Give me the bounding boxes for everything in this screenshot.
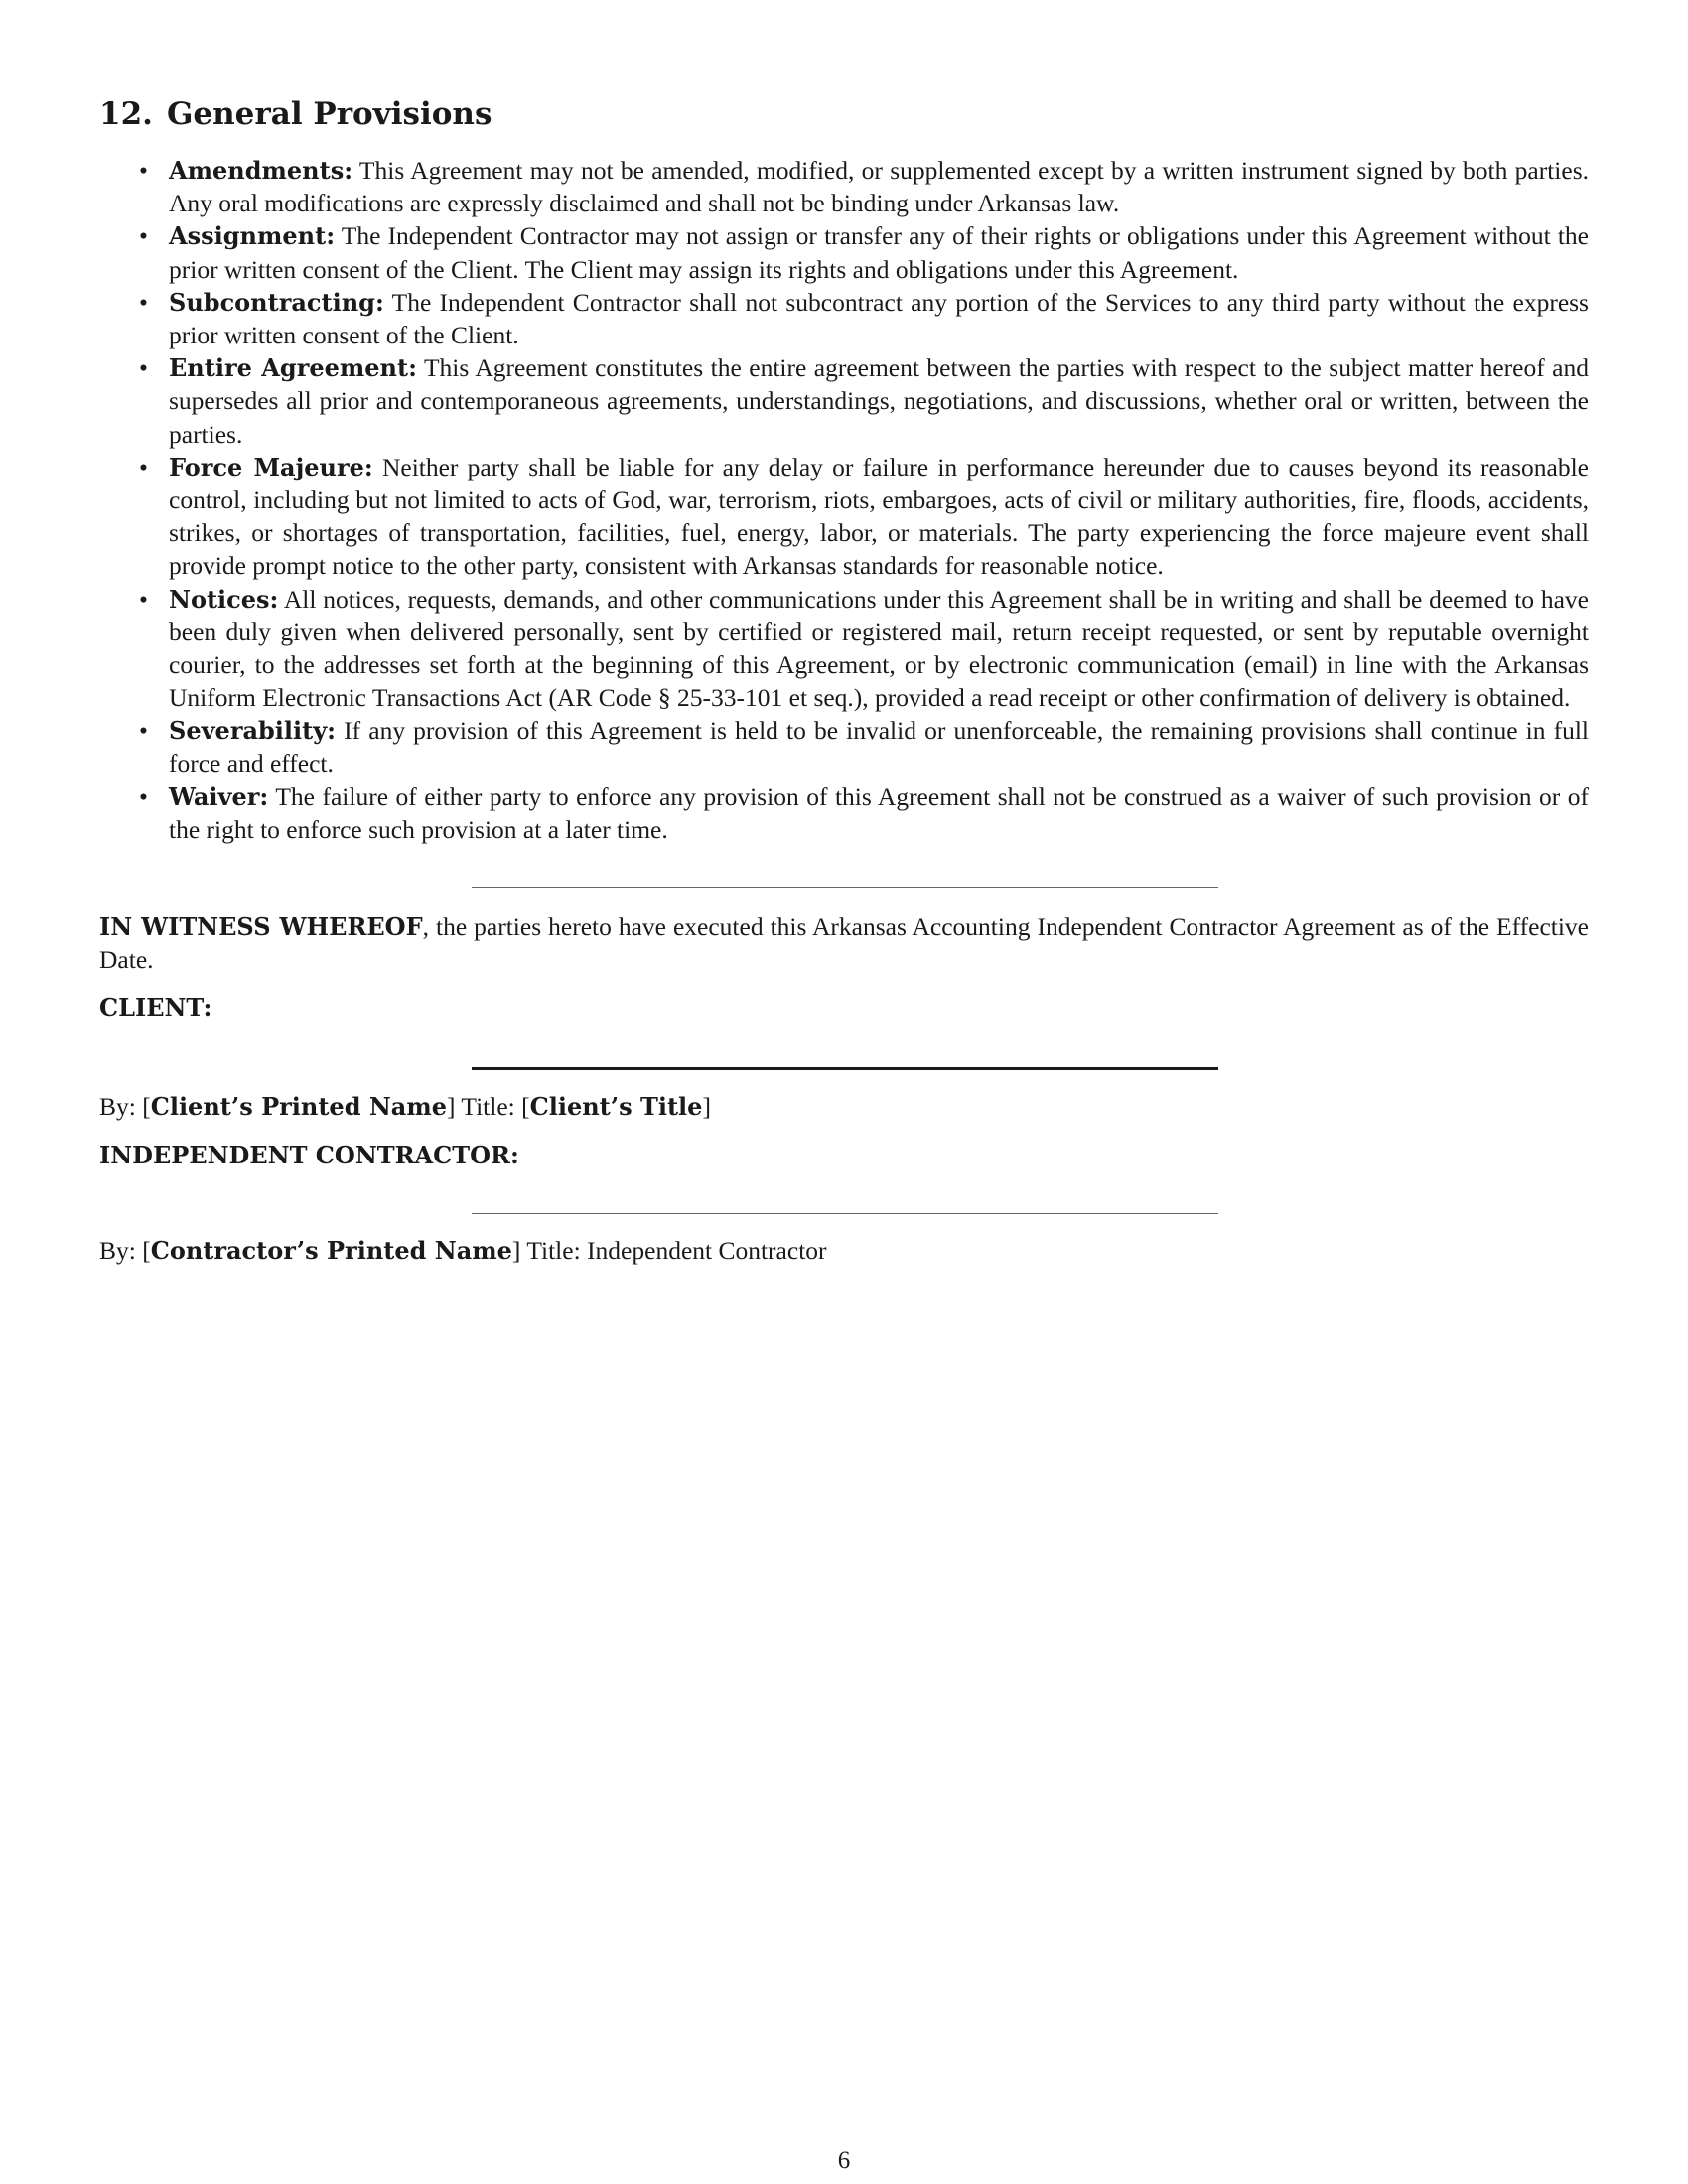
provision-text: All notices, requests, demands, and other communications under this Agreement shall be in writing and shall be deemed to have been duly given when delivered personally, sent by certified or registered mail, return receipt requested, or sent by reputable overnight courier, to the addresses set forth at the beginning of this Agreement, or by electronic communication (email) in line with the Arkansas Uniform Electronic Transactions Act (AR Code § 25-33-101 et seq.), provided a read receipt or other confirmation of delivery is obtained. bbox=[169, 584, 1589, 713]
list-item bbox=[99, 219, 1589, 285]
list-item bbox=[99, 286, 1589, 351]
provision-text: If any provision of this Agreement is held to be invalid or unenforceable, the remaining provisions shall continue in full force and effect. bbox=[169, 716, 1589, 778]
bracket-open: [ bbox=[142, 1235, 151, 1265]
list-item bbox=[99, 780, 1589, 846]
provision-text: This Agreement may not be amended, modified, or supplemented except by a written instrument signed by both parties. Any oral modifications are expressly disclaimed and shall not be binding under Arkansas law. bbox=[169, 156, 1589, 218]
provision-term: Assignment: bbox=[169, 221, 336, 251]
client-signature-block bbox=[99, 1090, 1589, 1123]
provisions-list bbox=[99, 154, 1589, 846]
contractor-signature-line bbox=[472, 1213, 1218, 1214]
contractor-title: Independent Contractor bbox=[587, 1235, 827, 1265]
provision-text: The Independent Contractor shall not subcontract any portion of the Services to any third party without the express prior written consent of the Client. bbox=[169, 287, 1589, 350]
bracket-close: ] bbox=[702, 1091, 711, 1121]
provision-term: Entire Agreement: bbox=[169, 353, 417, 383]
witness-paragraph bbox=[99, 910, 1589, 976]
client-printed-name: Client’s Printed Name bbox=[150, 1091, 447, 1121]
witness-lead: IN WITNESS WHEREOF bbox=[99, 912, 423, 942]
list-item bbox=[99, 583, 1589, 715]
contractor-label: INDEPENDENT CONTRACTOR: bbox=[99, 1140, 519, 1169]
section-number: 12. bbox=[99, 96, 153, 132]
contractor-by-label: By: bbox=[99, 1235, 143, 1265]
bracket-close: ] bbox=[511, 1235, 521, 1265]
provision-text: Neither party shall be liable for any delay or failure in performance hereunder due to causes beyond its reasonable control, including but not limited to acts of God, war, terrorism, riots, embargoes, acts of civil or military authorities, fire, floods, accidents, strikes, or shortages of transportation, facilities, fuel, energy, labor, or materials. The party experiencing the force majeure event shall provide prompt notice to the other party, consistent with Arkansas standards for reasonable notice. bbox=[169, 452, 1589, 581]
page-number: 6 bbox=[837, 2147, 851, 2174]
provision-term: Force Majeure: bbox=[169, 452, 373, 481]
provision-term: Notices: bbox=[169, 584, 279, 614]
provision-text: The Independent Contractor may not assign or transfer any of their rights or obligations under this Agreement without the prior written consent of the Client. The Client may assign its rights and obligations under this Agreement. bbox=[169, 221, 1589, 284]
list-item bbox=[99, 351, 1589, 451]
client-signature-line bbox=[472, 1067, 1218, 1070]
client-label: CLIENT: bbox=[99, 992, 212, 1022]
section-divider bbox=[472, 887, 1218, 888]
bracket-open: [ bbox=[521, 1091, 530, 1121]
client-by-label: By: bbox=[99, 1091, 143, 1121]
client-title-label: Title: bbox=[455, 1091, 522, 1121]
document-page bbox=[99, 94, 1589, 1267]
bracket-close: ] bbox=[446, 1091, 456, 1121]
list-item bbox=[99, 154, 1589, 219]
client-title: Client’s Title bbox=[529, 1091, 703, 1121]
provision-text: The failure of either party to enforce any provision of this Agreement shall not be construed as a waiver of such provision or of the right to enforce such provision at a later time. bbox=[169, 781, 1589, 845]
provision-term: Severability: bbox=[169, 716, 337, 746]
provision-term: Amendments: bbox=[169, 156, 353, 185]
bracket-open: [ bbox=[142, 1091, 151, 1121]
contractor-signature-block bbox=[99, 1234, 1589, 1267]
list-item bbox=[99, 714, 1589, 779]
provision-term: Subcontracting: bbox=[169, 287, 384, 317]
witness-text: , the parties hereto have executed this Arkansas Accounting Independent Contractor Agreement as of the Effective Date. bbox=[99, 912, 1590, 975]
contractor-printed-name: Contractor’s Printed Name bbox=[150, 1235, 512, 1265]
provision-text: This Agreement constitutes the entire agreement between the parties with respect to the subject matter hereof and supersedes all prior and contemporaneous agreements, understandings, negotiations, and discussions, whether oral or written, between the parties. bbox=[169, 353, 1589, 449]
section-heading bbox=[99, 94, 1589, 134]
list-item bbox=[99, 451, 1589, 583]
contractor-title-label: Title: bbox=[520, 1235, 588, 1265]
provision-term: Waiver: bbox=[169, 781, 269, 811]
section-title: General Provisions bbox=[166, 96, 492, 132]
